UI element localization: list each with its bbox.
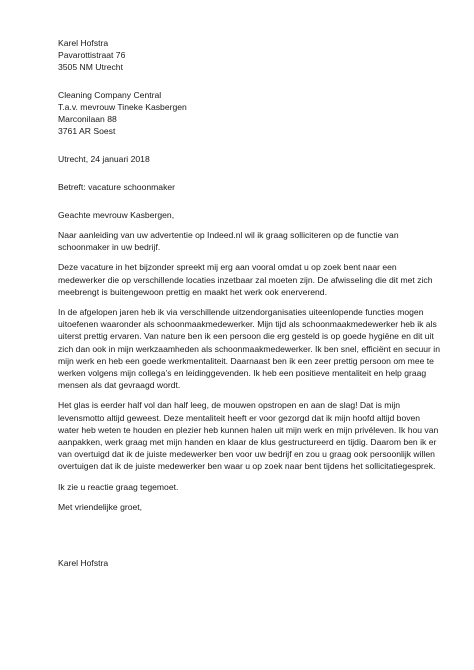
letter-subject	[58, 181, 434, 193]
subject-line: Betreft: vacature schoonmaker	[58, 181, 176, 192]
paragraph-line: medewerker die op verschillende locaties inzetbaar zal moeten zijn. De afwisseling die dit met zich	[58, 274, 433, 285]
recipient-attention: T.a.v. mevrouw Tineke Kasbergen	[58, 101, 187, 112]
paragraph-line: mijn werk en heb een goede werkmentaliteit. Daarnaast ben ik een zeer prettig persoon om mee te	[58, 355, 434, 366]
signature-name: Karel Hofstra	[58, 558, 109, 569]
paragraph-line: aanpakken, werk graag met mijn handen en klaar de klus gestructureerd en tijdig. Daarom ben ik er	[58, 437, 437, 448]
signature	[58, 557, 434, 569]
paragraph-line: Ik zie u reactie graag tegemoet.	[58, 481, 179, 492]
recipient-street: Marconilaan 88	[58, 114, 117, 125]
recipient-city: 3761 AR Soest	[58, 126, 116, 137]
greeting-line: Geachte mevrouw Kasbergen,	[58, 209, 175, 220]
sender-city: 3505 NM Utrecht	[58, 62, 123, 73]
sender-street: Pavarottistraat 76	[58, 50, 126, 61]
paragraph-line: werken volgens mijn collega’s en leidinggevenden. Ik heb een positieve mentaliteit en help graag	[58, 368, 427, 379]
paragraph-line: Deze vacature in het bijzonder spreekt mij erg aan vooral omdat u op zoek bent naar een	[58, 262, 397, 273]
paragraph-line: water heb weten te houden en plezier heb kunnen halen uit mijn werk en mijn privéleven. Ik hou van	[58, 424, 439, 435]
paragraph-line: levensmotto altijd geweest. Deze mentaliteit heeft er voor gezorgd dat ik mijn hoofd altijd boven	[58, 412, 421, 423]
paragraph-line: overtuigen dat ik de juiste medewerker ben waar u op zoek naar bent tijdens het sollicitatiegesprek.	[58, 461, 436, 472]
letter-date	[58, 153, 434, 165]
paragraph-line: In de afgelopen jaren heb ik via verschillende uitzendorganisaties uiteenlopende functies mogen	[58, 307, 424, 318]
paragraph-line: uitoefenen waaronder als schoonmaakmedewerker. Mijn tijd als schoonmaakmedewerker heb ik als	[58, 319, 437, 330]
letter-body	[58, 229, 440, 513]
recipient-address	[58, 89, 434, 138]
body-paragraph	[58, 306, 440, 391]
body-paragraph	[58, 501, 434, 513]
paragraph-line: mensen als dat gevraagd wordt.	[58, 380, 181, 391]
sender-name: Karel Hofstra	[58, 38, 109, 48]
date-line: Utrecht, 24 januari 2018	[58, 154, 150, 165]
paragraph-line: schoonmaker in uw bedrijf.	[58, 242, 161, 253]
recipient-company: Cleaning Company Central	[58, 89, 162, 100]
body-paragraph	[58, 229, 434, 253]
body-paragraph	[58, 481, 434, 493]
paragraph-line: uiterst prettig ervaren. Van nature ben ik een persoon die erg gesteld is op goede hygiëne en dit uit	[58, 331, 434, 342]
paragraph-line: Met vriendelijke groet,	[58, 501, 143, 512]
body-paragraph	[58, 399, 439, 472]
paragraph-line: van overtuigd dat ik de juiste medewerker ben voor uw bedrijf en zou u graag ook persoonlijk willen	[58, 449, 435, 460]
paragraph-line: Naar aanleiding van uw advertentie op Indeed.nl wil ik graag solliciteren op de functie van	[58, 230, 399, 241]
paragraph-line: meebrengt is buitengewoon prettig en maakt het werk ook enerverend.	[58, 286, 327, 297]
paragraph-line: zich dan ook in mijn werkzaamheden als schoonmaakmedewerker. Ik ben snel, efficiënt en secuur in	[58, 343, 440, 354]
greeting	[58, 209, 434, 221]
sender-address	[58, 37, 434, 74]
body-paragraph	[58, 261, 434, 298]
paragraph-line: Het glas is eerder half vol dan half leeg, de mouwen opstropen en aan de slag! Dat is mijn	[58, 400, 401, 411]
